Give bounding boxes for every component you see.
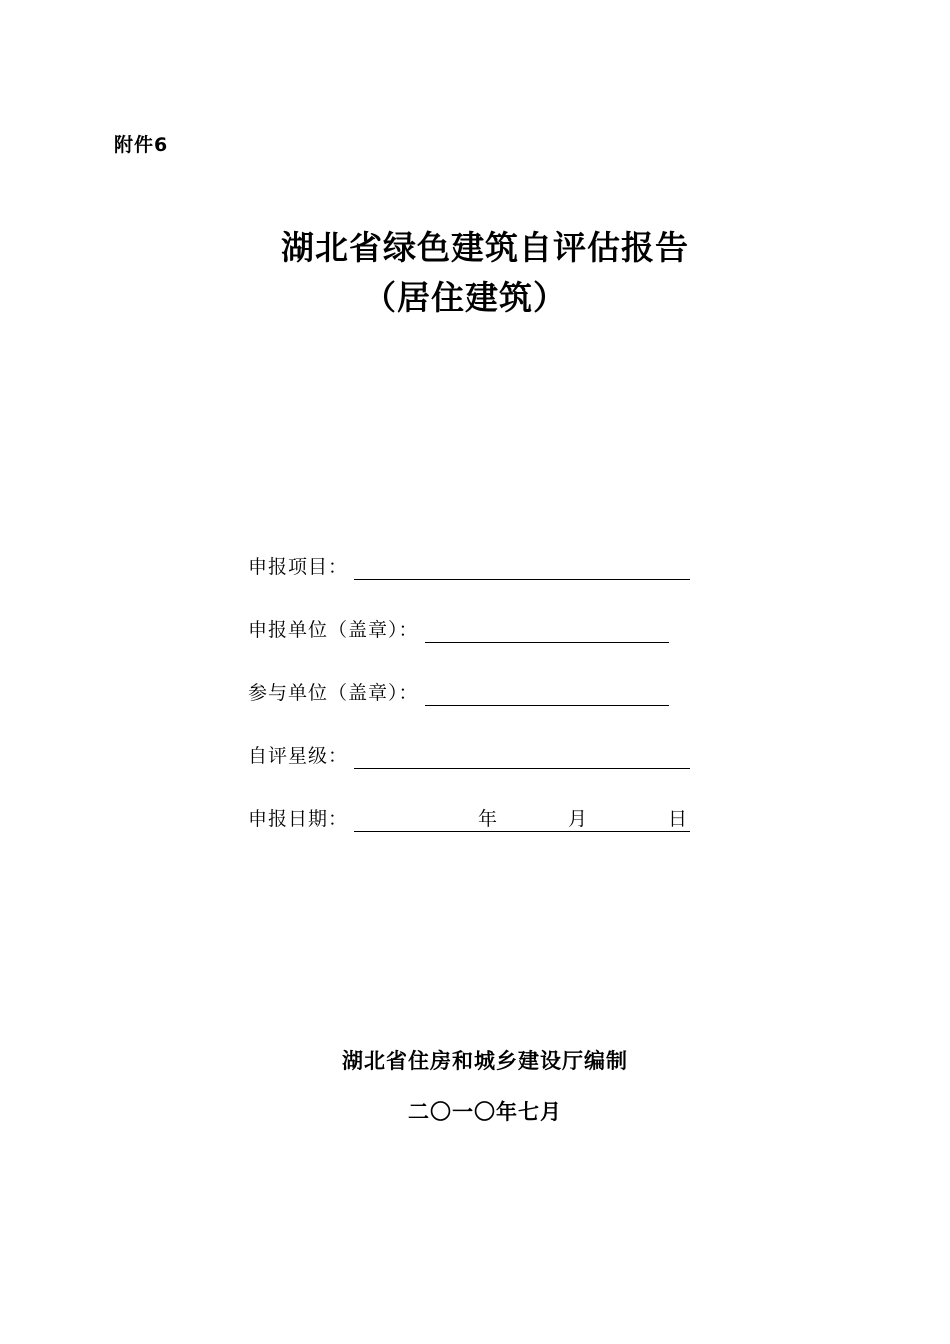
date-label: 申报日期： [248, 808, 349, 830]
applicant-label: 申报单位（盖章）： [248, 619, 419, 641]
participant-label: 参与单位（盖章）： [248, 682, 419, 704]
form-row-participant [248, 676, 669, 706]
form-row-applicant [248, 613, 669, 643]
date-day-unit: 日 [668, 808, 688, 830]
report-subtitle: （居住建筑） [363, 278, 567, 317]
date-year-unit: 年 [478, 808, 498, 830]
form-row-rating [248, 739, 690, 769]
project-label: 申报项目： [248, 556, 349, 578]
form-row-project [248, 550, 690, 580]
report-title: 湖北省绿色建筑自评估报告 [281, 228, 689, 267]
attachment-label: 附件6 [114, 134, 169, 156]
issue-date: 二〇一〇年七月 [408, 1100, 562, 1124]
date-month-unit: 月 [568, 808, 588, 830]
project-field[interactable] [354, 555, 690, 580]
date-field[interactable] [354, 807, 690, 832]
participant-field[interactable] [425, 681, 669, 706]
rating-field[interactable] [354, 744, 690, 769]
applicant-field[interactable] [425, 618, 669, 643]
rating-label: 自评星级： [248, 745, 349, 767]
issuing-organization: 湖北省住房和城乡建设厅编制 [342, 1049, 628, 1073]
form-row-date [248, 802, 690, 832]
